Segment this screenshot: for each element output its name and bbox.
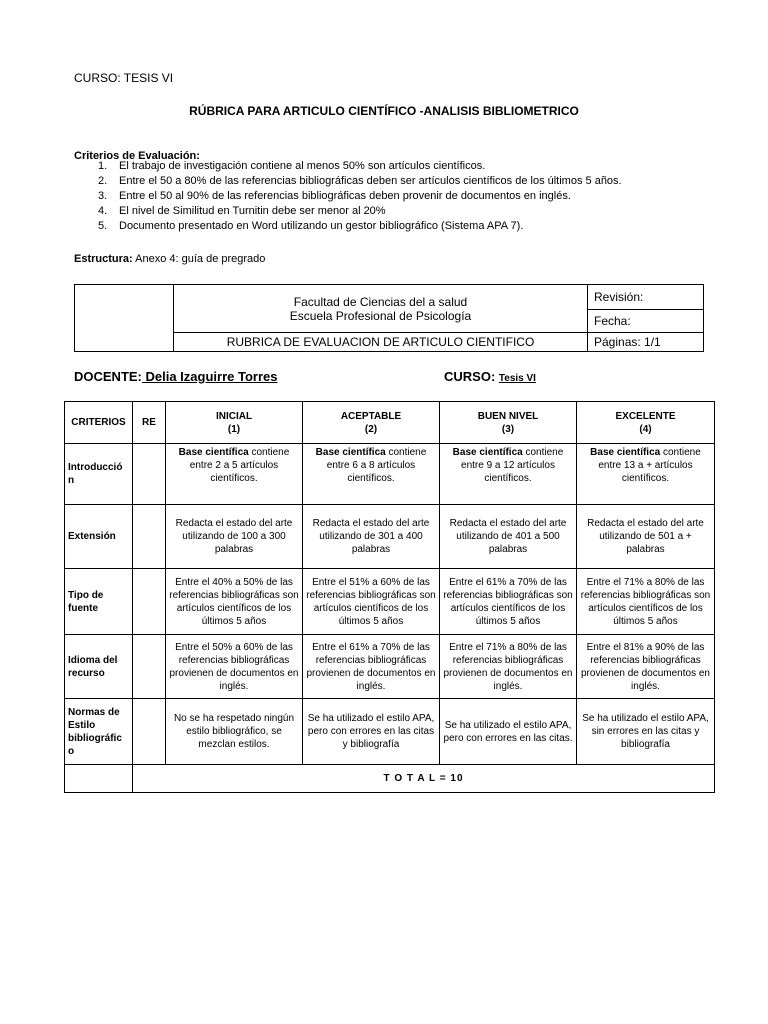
- criterio-number: 4.: [98, 205, 108, 217]
- base-cientifica-label: Base científica: [315, 447, 386, 458]
- header-inicial-score: (1): [227, 423, 241, 435]
- header-inicial-label: INICIAL: [215, 410, 253, 422]
- criterio-text: El trabajo de investigación contiene al menos 50% son artículos científicos.: [119, 160, 486, 172]
- cell-introduccion-excelente: [577, 444, 715, 505]
- re-cell: [133, 444, 166, 505]
- institution-cell: [174, 285, 588, 333]
- criterio-item: [74, 189, 622, 204]
- table-row: [65, 635, 715, 699]
- estructura-label: Estructura:: [74, 253, 133, 265]
- header-excelente-score: (4): [639, 423, 652, 435]
- table-row: [65, 505, 715, 569]
- docente-line: [74, 369, 277, 384]
- cell-tipo-aceptable: Entre el 51% a 60% de las referencias bibliográficas son artículos científicos de los últimos 5 años: [303, 569, 440, 635]
- rubric-table: [64, 401, 715, 793]
- re-cell: [133, 635, 166, 699]
- criterio-number: 5.: [98, 220, 108, 232]
- cell-text: contiene entre 13 a + artículos científicos.: [598, 447, 701, 484]
- header-buen-nivel-label: BUEN NIVEL: [477, 410, 539, 422]
- revision-cell: Revisión:: [588, 285, 704, 310]
- header-excelente: [577, 402, 715, 444]
- re-cell: [133, 505, 166, 569]
- criterio-item: [74, 174, 622, 189]
- base-cientifica-label: Base científica: [590, 447, 661, 458]
- cell-normas-inicial: No se ha respetado ningún estilo bibliográfico, se mezclan estilos.: [166, 699, 303, 765]
- cell-normas-buen-nivel: Se ha utilizado el estilo APA, pero con errores en las citas.: [440, 699, 577, 765]
- header-inicial: [166, 402, 303, 444]
- paginas-cell: Páginas: 1/1: [588, 333, 704, 352]
- logo-cell: [75, 285, 174, 352]
- re-cell: [133, 699, 166, 765]
- cell-idioma-excelente: Entre el 81% a 90% de las referencias bibliográficas provienen de documentos en inglés.: [577, 635, 715, 699]
- header-criterios: CRITERIOS: [65, 402, 133, 444]
- header-aceptable-label: ACEPTABLE: [340, 410, 402, 422]
- fecha-cell: Fecha:: [588, 310, 704, 333]
- criterio-normas: Normas de Estilo bibliográfic o: [65, 699, 133, 765]
- total-blank-cell: [65, 765, 133, 793]
- criterio-idioma: Idioma del recurso: [65, 635, 133, 699]
- cell-introduccion-aceptable: [303, 444, 440, 505]
- estructura-value: Anexo 4: guía de pregrado: [132, 253, 266, 265]
- school-name: Escuela Profesional de Psicología: [289, 308, 472, 323]
- document-title: RÚBRICA PARA ARTICULO CIENTÍFICO -ANALISIS BIBLIOMETRICO: [189, 104, 579, 118]
- header-buen-nivel: [440, 402, 577, 444]
- curso-value: Tesis VI: [498, 373, 536, 384]
- table-row: [65, 699, 715, 765]
- cell-extension-inicial: Redacta el estado del arte utilizando de 100 a 300 palabras: [166, 505, 303, 569]
- cell-text: contiene entre 6 a 8 artículos científicos.: [326, 447, 427, 484]
- criterios-list: [74, 159, 622, 234]
- header-re: RE: [133, 402, 166, 444]
- curso-label: CURSO:: [444, 369, 499, 384]
- criterios-heading: Criterios de Evaluación:: [74, 150, 200, 162]
- criterio-text: El nivel de Similitud en Turnitin debe ser menor al 20%: [119, 205, 386, 217]
- criterio-text: Entre el 50 a 80% de las referencias bibliográficas deben ser artículos científicos de los últimos 5 años.: [119, 175, 622, 187]
- estructura-line: [74, 253, 265, 265]
- criterio-item: [74, 219, 622, 234]
- curso-line: [444, 369, 536, 384]
- cell-idioma-aceptable: Entre el 61% a 70% de las referencias bibliográficas provienen de documentos en inglés.: [303, 635, 440, 699]
- header-aceptable: [303, 402, 440, 444]
- header-buen-nivel-score: (3): [501, 423, 515, 435]
- faculty-name: Facultad de Ciencias del a salud: [293, 294, 468, 309]
- docente-label: DOCENTE:: [74, 369, 142, 384]
- cell-extension-excelente: Redacta el estado del arte utilizando de 501 a + palabras: [577, 505, 715, 569]
- cell-tipo-excelente: Entre el 71% a 80% de las referencias bibliográficas son artículos científicos de los últimos 5 años: [577, 569, 715, 635]
- cell-idioma-buen-nivel: Entre el 71% a 80% de las referencias bibliográficas provienen de documentos en inglés.: [440, 635, 577, 699]
- criterio-extension: Extensión: [65, 505, 133, 569]
- cell-extension-aceptable: Redacta el estado del arte utilizando de 301 a 400 palabras: [303, 505, 440, 569]
- cell-extension-buen-nivel: Redacta el estado del arte utilizando de 401 a 500 palabras: [440, 505, 577, 569]
- docente-name: Delia Izaguirre Torres: [141, 369, 278, 384]
- course-line: CURSO: TESIS VI: [74, 71, 174, 85]
- cell-text: contiene entre 2 a 5 artículos científicos.: [189, 447, 290, 484]
- criterio-introduccion: Introducció n: [65, 444, 133, 505]
- total-cell: T O T A L = 10: [133, 765, 715, 793]
- rubric-name-cell: RUBRICA DE EVALUACION DE ARTICULO CIENTIFICO: [174, 333, 588, 352]
- header-box: [74, 284, 704, 352]
- criterio-number: 1.: [98, 160, 108, 172]
- criterio-tipo-fuente: Tipo de fuente: [65, 569, 133, 635]
- re-cell: [133, 569, 166, 635]
- cell-tipo-inicial: Entre el 40% a 50% de las referencias bibliográficas son artículos científicos de los últimos 5 años: [166, 569, 303, 635]
- table-row: [65, 569, 715, 635]
- cell-idioma-inicial: Entre el 50% a 60% de las referencias bibliográficas provienen de documentos en inglés.: [166, 635, 303, 699]
- criterio-number: 3.: [98, 190, 108, 202]
- header-aceptable-score: (2): [364, 423, 378, 435]
- cell-introduccion-inicial: [166, 444, 303, 505]
- criterio-item: [74, 204, 622, 219]
- criterio-item: [74, 159, 622, 174]
- criterio-text: Entre el 50 al 90% de las referencias bibliográficas deben provenir de documentos en inglés.: [119, 190, 571, 202]
- base-cientifica-label: Base científica: [452, 447, 523, 458]
- cell-tipo-buen-nivel: Entre el 61% a 70% de las referencias bibliográficas son artículos científicos de los últimos 5 años: [440, 569, 577, 635]
- header-excelente-label: EXCELENTE: [615, 410, 676, 422]
- cell-normas-aceptable: Se ha utilizado el estilo APA, pero con errores en las citas y bibliografía: [303, 699, 440, 765]
- total-row: [65, 765, 715, 793]
- table-row: [65, 444, 715, 505]
- cell-text: contiene entre 9 a 12 artículos científicos.: [461, 447, 564, 484]
- cell-introduccion-buen-nivel: [440, 444, 577, 505]
- criterio-text: Documento presentado en Word utilizando un gestor bibliográfico (Sistema APA 7).: [119, 220, 524, 232]
- base-cientifica-label: Base científica: [178, 447, 249, 458]
- table-header-row: [65, 402, 715, 444]
- criterio-number: 2.: [98, 175, 108, 187]
- cell-normas-excelente: Se ha utilizado el estilo APA, sin errores en las citas y bibliografía: [577, 699, 715, 765]
